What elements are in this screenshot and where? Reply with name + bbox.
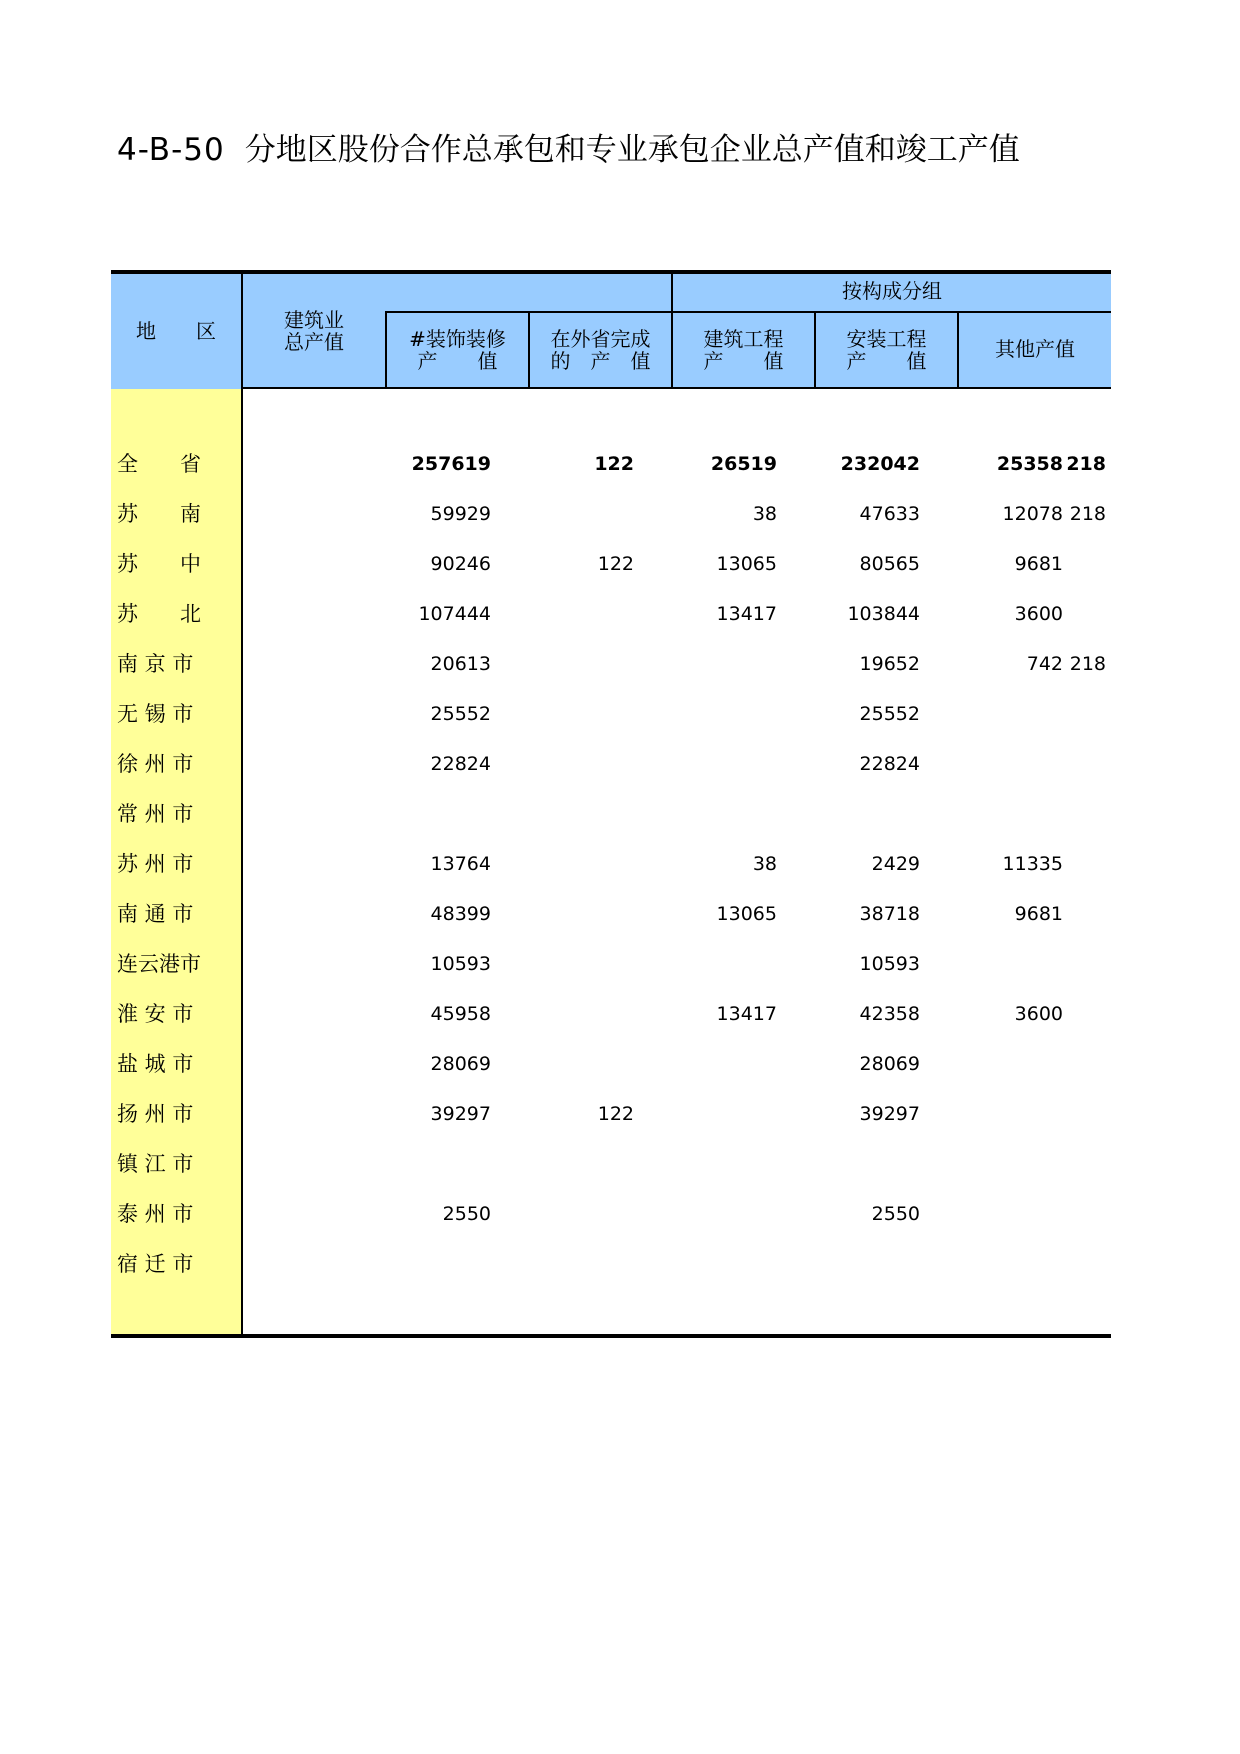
region-cell: 南 京 市 (117, 652, 194, 676)
construction-cell: 232042 (840, 453, 920, 475)
install-cell: 3600 (1014, 1003, 1063, 1025)
total-cell: 28069 (430, 1053, 491, 1075)
page-title (117, 128, 1020, 172)
total-cell: 45958 (430, 1003, 491, 1025)
other-cell (1011, 1189, 1106, 1239)
outside-cell: 13065 (716, 553, 777, 575)
total-cell: 10593 (430, 953, 491, 975)
header-decor-line1: #装饰装修 (409, 327, 506, 351)
install-cell: 12078 (1002, 503, 1063, 525)
header-decor (387, 328, 528, 372)
total-cell: 59929 (430, 503, 491, 525)
header-install-line1: 安装工程 (846, 327, 927, 351)
construction-cell: 38718 (859, 903, 920, 925)
decor-cell: 122 (597, 1103, 634, 1125)
construction-cell: 42358 (859, 1003, 920, 1025)
total-cell: 25552 (430, 703, 491, 725)
construction-cell: 22824 (859, 753, 920, 775)
total-cell: 90246 (430, 553, 491, 575)
construction-cell: 25552 (859, 703, 920, 725)
other-cell (1011, 739, 1106, 789)
table-bottom-rule (111, 1334, 1111, 1338)
table-row (111, 1039, 1111, 1089)
region-cell: 无 锡 市 (117, 702, 194, 726)
header-group: 按构成分组 (842, 279, 942, 303)
other-cell: 218 (1069, 503, 1106, 525)
other-cell: 218 (1069, 653, 1106, 675)
region-cell: 泰 州 市 (117, 1202, 194, 1226)
header-outside-line1: 在外省完成 (550, 327, 651, 351)
region-cell: 淮 安 市 (117, 1002, 194, 1026)
header-construction (673, 328, 814, 372)
install-cell: 742 (1026, 653, 1063, 675)
region-cell: 连云港市 (117, 952, 201, 976)
total-cell: 48399 (430, 903, 491, 925)
install-cell: 9681 (1014, 903, 1063, 925)
total-cell: 22824 (430, 753, 491, 775)
header-decor-line2: 产 值 (417, 349, 498, 373)
install-cell: 25358 (996, 453, 1063, 475)
header-construction-line1: 建筑工程 (703, 327, 784, 351)
table-row (111, 1139, 1111, 1189)
header-install (816, 328, 957, 372)
header-total-line2: 总产值 (284, 330, 344, 354)
header-outside (530, 328, 671, 372)
table-row (111, 889, 1111, 939)
table-row (111, 989, 1111, 1039)
outside-cell: 38 (752, 853, 777, 875)
other-cell (1011, 1089, 1106, 1139)
construction-cell: 103844 (847, 603, 920, 625)
construction-cell: 2429 (871, 853, 920, 875)
group-divider (672, 311, 1111, 313)
construction-cell: 39297 (859, 1103, 920, 1125)
other-cell (1011, 539, 1106, 589)
region-cell: 苏 州 市 (117, 852, 194, 876)
total-cell: 20613 (430, 653, 491, 675)
other-cell (1011, 989, 1106, 1039)
other-cell (1011, 589, 1106, 639)
table-row (111, 1239, 1111, 1289)
outside-cell: 13417 (716, 603, 777, 625)
construction-cell: 2550 (871, 1203, 920, 1225)
construction-cell: 80565 (859, 553, 920, 575)
table-title: 分地区股份合作总承包和专业承包企业总产值和竣工产值 (244, 132, 1020, 168)
construction-cell: 28069 (859, 1053, 920, 1075)
header-total-line1: 建筑业 (284, 308, 344, 332)
header-total (243, 309, 385, 353)
table-row (111, 439, 1111, 489)
outside-cell: 13065 (716, 903, 777, 925)
region-cell: 镇 江 市 (117, 1152, 194, 1176)
construction-cell: 47633 (859, 503, 920, 525)
table-row (111, 489, 1111, 539)
region-cell: 全 省 (117, 452, 201, 476)
outside-cell: 38 (752, 503, 777, 525)
other-cell (1011, 1039, 1106, 1089)
header-other: 其他产值 (995, 337, 1075, 361)
other-cell (1011, 789, 1106, 839)
other-cell (1011, 839, 1106, 889)
other-cell (1011, 1239, 1106, 1289)
region-cell: 苏 南 (117, 502, 201, 526)
table-row (111, 689, 1111, 739)
header-construction-line2: 产 值 (703, 349, 784, 373)
outside-cell: 13417 (716, 1003, 777, 1025)
region-cell: 盐 城 市 (117, 1052, 194, 1076)
header-region: 地 区 (136, 319, 216, 343)
construction-cell: 10593 (859, 953, 920, 975)
region-cell: 苏 北 (117, 602, 201, 626)
total-cell: 39297 (430, 1103, 491, 1125)
install-cell: 9681 (1014, 553, 1063, 575)
outside-cell: 26519 (710, 453, 777, 475)
table-row (111, 1089, 1111, 1139)
header-install-line2: 产 值 (846, 349, 927, 373)
table-row (111, 539, 1111, 589)
other-cell (1011, 689, 1106, 739)
header-outside-line2: 的 产 值 (550, 349, 651, 373)
region-cell: 徐 州 市 (117, 752, 194, 776)
other-cell (1011, 889, 1106, 939)
other-cell: 218 (1066, 453, 1106, 475)
install-cell: 3600 (1014, 603, 1063, 625)
table-row (111, 1189, 1111, 1239)
total-cell: 2550 (442, 1203, 491, 1225)
other-cell (1011, 939, 1106, 989)
construction-cell: 19652 (859, 653, 920, 675)
decor-cell: 122 (597, 553, 634, 575)
other-cell (1011, 1139, 1106, 1189)
region-cell: 南 通 市 (117, 902, 194, 926)
decor-cell: 122 (594, 453, 634, 475)
header-bottom-rule (241, 387, 1111, 389)
total-cell: 13764 (430, 853, 491, 875)
region-cell: 苏 中 (117, 552, 201, 576)
table-row (111, 939, 1111, 989)
region-cell: 扬 州 市 (117, 1102, 194, 1126)
table-row (111, 789, 1111, 839)
table-row (111, 639, 1111, 689)
table-code: 4-B-50 (117, 132, 225, 168)
install-cell: 11335 (1002, 853, 1063, 875)
table-row (111, 739, 1111, 789)
region-cell: 常 州 市 (117, 802, 194, 826)
total-cell: 107444 (418, 603, 491, 625)
table-row (111, 839, 1111, 889)
table-row (111, 589, 1111, 639)
total-cell: 257619 (411, 453, 491, 475)
region-cell: 宿 迁 市 (117, 1252, 194, 1276)
